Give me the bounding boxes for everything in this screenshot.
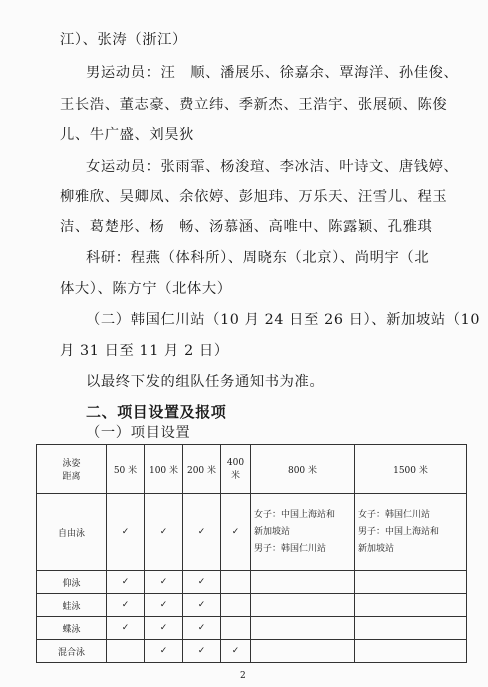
note-line: 男子：中国上海站和 [358, 526, 440, 537]
check-cell: ✓ [145, 494, 183, 571]
check-cell: ✓ [221, 494, 251, 571]
column-header: 400 米 [221, 445, 251, 494]
paragraph-line: （二）韩国仁川站（10 月 24 日至 26 日）、新加坡站（10 [86, 312, 481, 328]
table-row [37, 571, 467, 594]
check-cell: ✓ [145, 617, 183, 640]
note-line: 男子：韩国仁川站 [254, 543, 327, 554]
check-cell [107, 640, 145, 663]
empty-cell [355, 594, 467, 617]
row-label: 蛙泳 [37, 594, 107, 617]
column-header: 800 米 [251, 445, 355, 494]
empty-cell [251, 617, 355, 640]
table-row [37, 640, 467, 663]
note-line: 女子：中国上海站和 [254, 509, 336, 520]
note-line: 新加坡站 [254, 526, 291, 537]
table-row [37, 617, 467, 640]
note-line: 新加坡站 [358, 543, 395, 554]
corner-distance-label: 距离 [62, 472, 81, 482]
column-header: 100 米 [145, 445, 183, 494]
paragraph-line: 以最终下发的组队任务通知书为准。 [86, 374, 325, 390]
table-row [37, 494, 467, 571]
event-table [36, 444, 467, 663]
corner-cell [37, 445, 107, 494]
paragraph-line: 月 31 日至 11 月 2 日） [60, 343, 229, 359]
column-header: 200 米 [183, 445, 221, 494]
table-header-row [37, 445, 467, 494]
check-cell: ✓ [183, 617, 221, 640]
empty-cell [251, 594, 355, 617]
empty-cell [251, 640, 355, 663]
corner-stroke-label: 泳姿 [62, 459, 81, 469]
row-label: 蝶泳 [37, 617, 107, 640]
row-label: 仰泳 [37, 571, 107, 594]
paragraph-line: 王长浩、董志豪、费立纬、季新杰、王浩宇、张展硕、陈俊 [60, 97, 448, 113]
paragraph-line: 洁、葛楚彤、杨 畅、汤慕涵、高唯中、陈露颖、孔雅琪 [60, 219, 433, 235]
note-line: 女子：韩国仁川站 [358, 509, 431, 520]
section-heading: 二、项目设置及报项 [86, 403, 227, 421]
row-label: 自由泳 [37, 494, 107, 571]
empty-cell [355, 617, 467, 640]
paragraph-line: 女运动员：张雨霏、杨浚瑄、李冰洁、叶诗文、唐钱婷、 [86, 159, 459, 175]
paragraph-line: 体大）、陈方宁（北体大） [60, 281, 232, 297]
paragraph-line: 儿、牛广盛、刘昊狄 [60, 127, 195, 143]
check-cell: ✓ [107, 617, 145, 640]
note-cell-1500 [355, 494, 467, 571]
empty-cell [355, 571, 467, 594]
table-row [37, 594, 467, 617]
column-header: 50 米 [107, 445, 145, 494]
check-cell: ✓ [107, 594, 145, 617]
paragraph-line: 科研：程燕（体科所）、周晓东（北京）、尚明宇（北 [86, 250, 430, 266]
check-cell [221, 571, 251, 594]
check-cell: ✓ [107, 571, 145, 594]
page-number: 2 [240, 671, 246, 681]
check-cell: ✓ [221, 640, 251, 663]
check-cell [221, 617, 251, 640]
empty-cell [355, 640, 467, 663]
row-label: 混合泳 [37, 640, 107, 663]
check-cell: ✓ [107, 494, 145, 571]
check-cell: ✓ [183, 640, 221, 663]
column-header: 1500 米 [355, 445, 467, 494]
paragraph-line: 男运动员：汪 顺、潘展乐、徐嘉余、覃海洋、孙佳俊、 [86, 65, 459, 81]
paragraph-line: 柳雅欣、吴卿凤、余依婷、彭旭玮、万乐天、汪雪儿、程玉 [60, 189, 448, 205]
check-cell: ✓ [145, 571, 183, 594]
paragraph-line: 江）、张涛（浙江） [60, 32, 187, 48]
check-cell: ✓ [183, 571, 221, 594]
check-cell: ✓ [145, 640, 183, 663]
check-cell: ✓ [145, 594, 183, 617]
note-cell-800 [251, 494, 355, 571]
check-cell: ✓ [183, 494, 221, 571]
check-cell: ✓ [183, 594, 221, 617]
sub-heading: （一）项目设置 [86, 425, 191, 441]
check-cell [221, 594, 251, 617]
empty-cell [251, 571, 355, 594]
